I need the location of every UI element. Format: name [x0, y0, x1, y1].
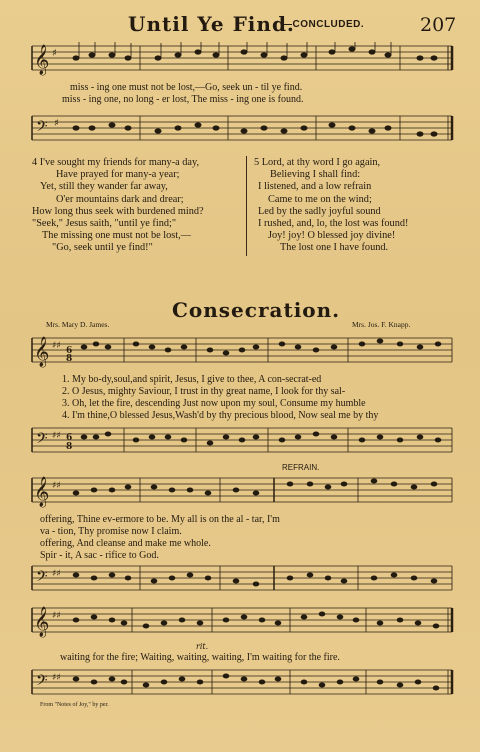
verse-line: I rushed, and, lo, the lost was found! [258, 218, 409, 230]
words-credit: Mrs. Mary D. James. [46, 320, 110, 329]
hymn-title-until-ye-find: Until Ye Find. [128, 12, 295, 36]
verse-line: Believing I shall find: [270, 169, 361, 181]
hymn2-verse1: 1. My bo-dy,soul,and spirit, Jesus, I give to thee, A con-secrat-ed [62, 374, 322, 385]
svg-text:𝄞: 𝄞 [34, 607, 50, 637]
verse-divider [246, 156, 247, 256]
hymn-subtitle: —CONCLUDED. [282, 19, 365, 30]
page-number: 207 [420, 14, 457, 36]
staff-treble-system2 [28, 472, 456, 512]
svg-text:8: 8 [66, 442, 73, 452]
refrain-label: REFRAIN. [282, 463, 320, 472]
verse-line: 5 Lord, at thy word I go again, [254, 157, 381, 168]
system2-lyrics-line1: offering, Thine ev-ermore to be. My all is on the al - tar, I'm [40, 514, 280, 525]
hymn-title-consecration: Consecration. [172, 298, 341, 322]
verse-line: How long thus seek with burdened mind? [32, 205, 204, 217]
verse-line: O'er mountains dark and drear; [56, 193, 184, 205]
staff-bass-hymn1 [28, 106, 456, 146]
hymn2-verse3: 3. Oh, let the fire, descending Just now upon my soul, Consume my humble [62, 398, 366, 409]
system2-lyrics-line4: Spir - it, A sac - rifice to God. [40, 550, 159, 561]
svg-text:♯♯: ♯♯ [52, 611, 61, 621]
svg-text:♯♯: ♯♯ [52, 569, 61, 579]
svg-text:6: 6 [66, 433, 73, 443]
svg-text:♯♯: ♯♯ [52, 431, 61, 441]
svg-text:𝄞: 𝄞 [34, 477, 50, 507]
verse-line: Joy! joy! O blessed joy divine! [268, 230, 396, 242]
staff-bass-system1 [28, 422, 456, 462]
verse-line: "Seek," Jesus saith, "until ye find;" [32, 218, 177, 230]
hymn1-verse4 [32, 157, 204, 255]
verse-line: Yet, still they wander far away, [40, 181, 168, 193]
verse-line: The lost one I have found. [280, 242, 389, 254]
staff-bass-system2 [28, 560, 456, 600]
staff-treble-system1 [28, 332, 456, 372]
hymn1-verse5 [254, 157, 408, 255]
footnote: From "Notes of Joy," by per. [40, 702, 109, 708]
verse-line: Led by the sadly joyful sound [258, 205, 381, 217]
verse-line: "Go, seek until ye find!" [52, 242, 153, 254]
hymn1-lyrics-line1: miss - ing one must not be lost,—Go, seek un - til ye find. [70, 82, 303, 93]
staff-treble-system3 [28, 602, 456, 642]
staff-bass-system3 [28, 664, 456, 704]
music-credit: Mrs. Jos. F. Knapp. [352, 320, 411, 329]
verse-line: Have prayed for many-a year; [56, 169, 180, 181]
svg-text:♯: ♯ [52, 48, 57, 59]
verse-line: 4 I've sought my friends for many-a day, [32, 157, 200, 168]
ritardando-marking: rit. [196, 642, 209, 651]
verse-line: I listened, and a low refrain [258, 181, 372, 193]
svg-text:𝄢: 𝄢 [36, 118, 48, 139]
svg-text:𝄢: 𝄢 [36, 568, 48, 589]
svg-text:♯♯: ♯♯ [52, 673, 61, 683]
svg-text:8: 8 [66, 354, 73, 364]
svg-text:𝄢: 𝄢 [36, 430, 48, 451]
svg-text:6: 6 [66, 346, 73, 356]
svg-text:𝄢: 𝄢 [36, 672, 48, 693]
svg-text:♯♯: ♯♯ [52, 481, 61, 491]
svg-text:𝄞: 𝄞 [34, 45, 50, 75]
staff-treble-hymn1 [28, 42, 456, 82]
system2-lyrics-line2: va - tion, Thy promise now I claim. [40, 526, 182, 537]
system3-lyrics: waiting for the fire; Waiting, waiting, waiting, I'm waiting for the fire. [60, 652, 340, 663]
svg-text:♯♯: ♯♯ [52, 341, 61, 351]
svg-text:𝄞: 𝄞 [34, 337, 50, 367]
svg-text:♯: ♯ [54, 118, 59, 129]
hymn2-verse4: 4. I'm thine,O blessed Jesus,Wash'd by thy precious blood, Now seal me by thy [62, 410, 379, 421]
hymn2-verse2: 2. O Jesus, mighty Saviour, I trust in thy great name, I look for thy sal- [62, 386, 346, 397]
system2-lyrics-line3: offering, And cleanse and make me whole. [40, 538, 211, 549]
verse-line: The missing one must not be lost,— [42, 230, 192, 242]
hymn1-lyrics-line2: miss - ing one, no long - er lost, The miss - ing one is found. [62, 94, 304, 105]
verse-line: Came to me on the wind; [268, 193, 372, 205]
